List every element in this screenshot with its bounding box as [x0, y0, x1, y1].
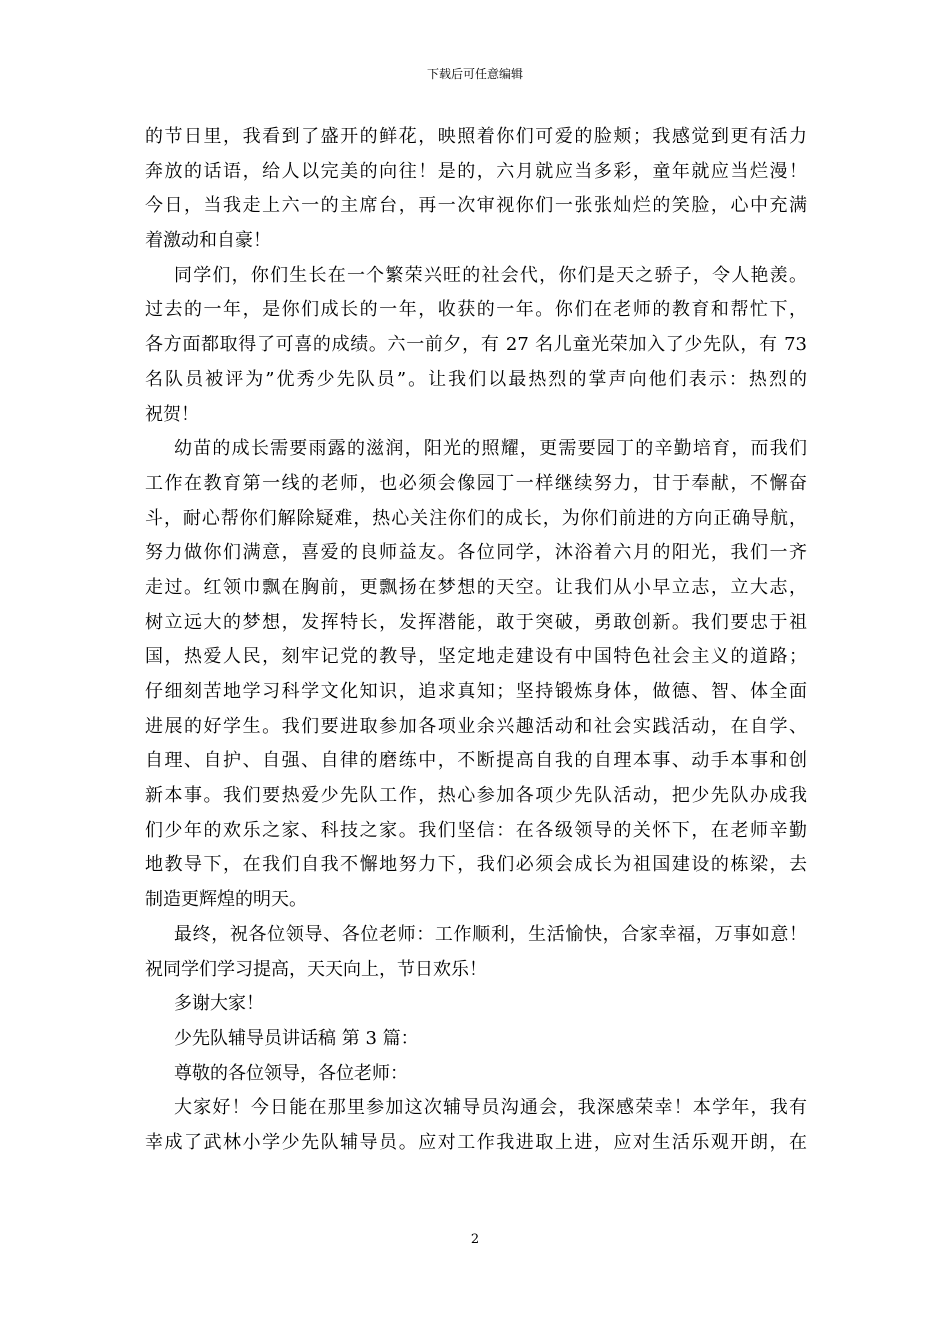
text-line: 新本事。我们要热爱少先队工作，热心参加各项少先队活动，把少先队办成我	[145, 785, 807, 807]
text-line: 自理、自护、自强、自律的磨练中，不断提高自我的自理本事、动手本事和创	[145, 750, 807, 772]
text-line: 制造更辉煌的明天。	[145, 889, 307, 911]
text-line: 幼苗的成长需要雨露的滋润，阳光的照耀，更需要园丁的辛勤培育，而我们	[174, 438, 807, 460]
text-line: 各方面都取得了可喜的成绩。六一前夕，有 27 名儿童光荣加入了少先队，有 73	[145, 334, 807, 356]
text-line: 最终，祝各位领导、各位老师：工作顺利，生活愉快，合家幸福，万事如意！	[174, 923, 807, 945]
text-line: 今日，当我走上六一的主席台，再一次审视你们一张张灿烂的笑脸，心中充满	[145, 195, 807, 217]
text-line: 仔细刻苦地学习科学文化知识，追求真知；坚持锻炼身体，做德、智、体全面	[145, 681, 807, 702]
text-line: 走过。红领巾飘在胸前，更飘扬在梦想的天空。让我们从小早立志，立大志，	[145, 576, 807, 598]
text-line: 尊敬的各位领导，各位老师：	[174, 1062, 408, 1084]
text-line: 祝同学们学习提高，天天向上，节日欢乐！	[145, 958, 487, 980]
text-line: 们少年的欢乐之家、科技之家。我们坚信：在各级领导的关怀下，在老师辛勤	[145, 819, 807, 841]
text-line: 努力做你们满意，喜爱的良师益友。各位同学，沐浴着六月的阳光，我们一齐	[145, 542, 807, 564]
text-line: 多谢大家！	[174, 993, 264, 1015]
text-line: 树立远大的梦想，发挥特长，发挥潜能，敢于突破，勇敢创新。我们要忠于祖	[145, 611, 807, 633]
text-line: 过去的一年，是你们成长的一年，收获的一年。你们在老师的教育和帮忙下，	[145, 299, 807, 321]
text-line: 大家好！今日能在那里参加这次辅导员沟通会，我深感荣幸！本学年，我有	[174, 1097, 807, 1119]
text-line: 奔放的话语，给人以完美的向往！是的，六月就应当多彩，童年就应当烂漫！	[145, 160, 807, 182]
text-line: 少先队辅导员讲话稿 第 3 篇：	[174, 1027, 419, 1049]
text-line: 进展的好学生。我们要进取参加各项业余兴趣活动和社会实践活动，在自学、	[145, 715, 807, 737]
page-header-note: 下载后可任意编辑	[426, 67, 523, 81]
text-line: 幸成了武林小学少先队辅导员。应对工作我进取上进，应对生活乐观开朗，在	[145, 1131, 807, 1153]
text-line: 名队员被评为”优秀少先队员”。让我们以最热烈的掌声向他们表示：热烈的	[145, 368, 807, 390]
document-body	[145, 120, 807, 1161]
text-line: 着激动和自豪！	[145, 230, 271, 252]
text-line: 同学们，你们生长在一个繁荣兴旺的社会代，你们是天之骄子，令人艳羡。	[174, 264, 807, 286]
text-line: 斗，耐心帮你们解除疑难，热心关注你们的成长，为你们前进的方向正确导航，	[145, 507, 807, 529]
text-line: 祝贺！	[145, 403, 199, 425]
text-line: 地教导下，在我们自我不懈地努力下，我们必须会成长为祖国建设的栋梁，去	[145, 854, 807, 876]
text-line: 国，热爱人民，刻牢记党的教导，坚定地走建设有中国特色社会主义的道路；	[145, 646, 807, 668]
text-line: 工作在教育第一线的老师，也必须会像园丁一样继续努力，甘于奉献，不懈奋	[145, 472, 807, 494]
page-number: 2	[470, 1232, 480, 1247]
text-line: 的节日里，我看到了盛开的鲜花，映照着你们可爱的脸颊；我感觉到更有活力	[145, 126, 807, 147]
